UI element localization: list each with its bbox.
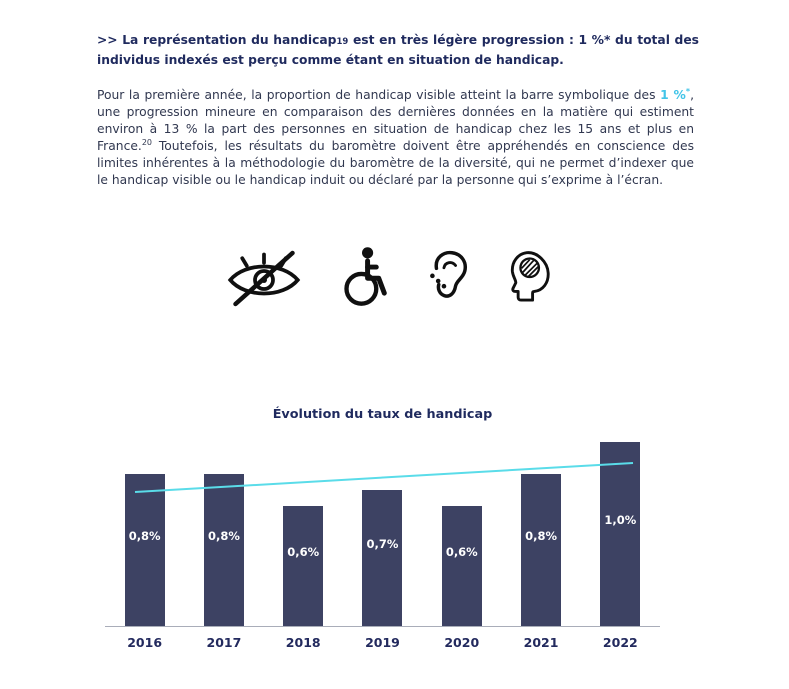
bar-value-label: 0,6% — [287, 545, 320, 559]
bar-slot — [184, 432, 263, 626]
x-axis-label: 2019 — [365, 635, 400, 650]
bar-slot — [581, 432, 660, 626]
bar-slot — [422, 432, 501, 626]
ear-hearing-icon — [422, 246, 474, 308]
paragraph-text-3: Toutefois, les résultats du baromètre doivent être appréhendés en conscience des limites inhérentes à la méthodologie du baromètre de la diversité, qui ne permet d’indexer que le handicap visible ou le handicap induit ou déclaré par la personne qui s’exprime à l’écran. — [97, 139, 694, 187]
paragraph-text-1: Pour la première année, la proportion de handicap visible atteint la barre symbolique des — [97, 88, 661, 102]
asterisk-mark: * — [685, 86, 691, 96]
bar-slot — [105, 432, 184, 626]
chart-title: Évolution du taux de handicap — [272, 407, 493, 422]
bar-slot — [264, 432, 343, 626]
bar-2022 — [600, 442, 640, 626]
bar-value-label: 0,7% — [366, 537, 399, 551]
bar-2017 — [204, 474, 244, 626]
x-axis-label: 2016 — [127, 635, 163, 650]
x-axis-label: 2020 — [444, 635, 480, 650]
section-heading — [97, 31, 699, 69]
chart-plot-area — [105, 432, 660, 627]
bar-value-label: 0,8% — [207, 529, 240, 543]
bar-value-label: 0,8% — [128, 529, 161, 543]
bar-2021 — [521, 474, 561, 626]
chart-x-axis — [105, 635, 660, 650]
x-axis-label: 2017 — [206, 635, 242, 650]
heading-text-2: est en très légère progression : 1 %* du total des individus indexés est perçu comme étant en situation de handicap. — [97, 33, 699, 67]
bar-value-label: 1,0% — [604, 513, 637, 527]
footnote-ref-19: 19 — [336, 37, 349, 47]
bar-2020 — [442, 506, 482, 626]
x-axis-label: 2021 — [523, 635, 559, 650]
bar-slot — [502, 432, 581, 626]
highlight-one-percent: 1 % — [660, 88, 686, 102]
paragraph-text-2: , une progression mineure en comparaison des dernières données en la matière qui estiment environ à 13 % la part des personnes en situation de handicap chez les 15 ans et plus en France. — [97, 88, 694, 153]
bar-value-label: 0,8% — [525, 529, 557, 543]
bar-value-label: 0,6% — [445, 545, 478, 559]
body-paragraph — [97, 87, 694, 189]
bar-2019 — [362, 490, 402, 626]
bar-slot — [343, 432, 422, 626]
disability-icons-row — [226, 243, 558, 311]
wheelchair-icon — [334, 246, 390, 308]
bar-2018 — [283, 506, 323, 626]
eye-crossed-icon — [226, 247, 302, 307]
bar-2016 — [125, 474, 165, 626]
x-axis-label: 2022 — [602, 635, 638, 650]
heading-text: >> La représentation du handicap — [97, 33, 337, 47]
head-brain-icon — [506, 246, 558, 308]
chart-bars — [105, 432, 660, 626]
footnote-ref-20: 20 — [141, 137, 152, 147]
bar-chart — [105, 432, 660, 650]
x-axis-label: 2018 — [285, 635, 321, 650]
